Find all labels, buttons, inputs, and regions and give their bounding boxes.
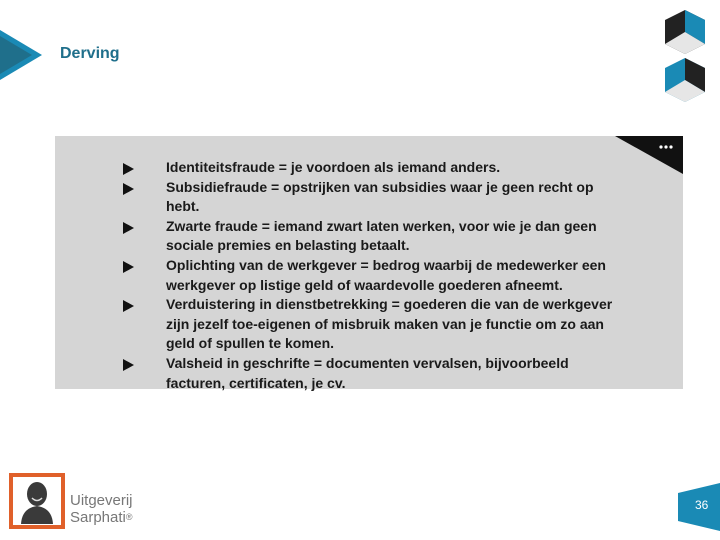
bullet-list xyxy=(120,158,620,393)
bullet-arrow-icon xyxy=(123,300,134,312)
corner-logo-icon xyxy=(660,10,716,110)
page-number: 36 xyxy=(695,498,709,512)
list-item: Verduistering in dienstbetrekking = goederen die van de werkgever zijn jezelf toe-eigenen of misbruik maken van je functie om zo aan geld of spullen te komen. xyxy=(120,295,620,354)
list-item: Zwarte fraude = iemand zwart laten werken, voor wie je dan geen sociale premies en belasting betaalt. xyxy=(120,217,620,256)
bullet-arrow-icon xyxy=(123,163,134,175)
panel-corner-decoration xyxy=(615,136,683,174)
publisher-logo-icon xyxy=(8,472,66,530)
list-item: Oplichting van de werkgever = bedrog waarbij de medewerker een werkgever op listige geld of waardevolle goederen afneemt. xyxy=(120,256,620,295)
left-accent-tab xyxy=(0,30,42,80)
slide-title: Derving xyxy=(60,45,120,62)
bullet-arrow-icon xyxy=(123,222,134,234)
list-item: Identiteitsfraude = je voordoen als iemand anders. xyxy=(120,158,620,178)
list-item: Valsheid in geschrifte = documenten vervalsen, bijvoorbeeld facturen, certificaten, je cv. xyxy=(120,354,620,393)
bullet-arrow-icon xyxy=(123,183,134,195)
list-item: Subsidiefraude = opstrijken van subsidies waar je geen recht op hebt. xyxy=(120,178,620,217)
bullet-arrow-icon xyxy=(123,359,134,371)
bullet-arrow-icon xyxy=(123,261,134,273)
publisher-name: Uitgeverij Sarphati® xyxy=(70,492,133,526)
